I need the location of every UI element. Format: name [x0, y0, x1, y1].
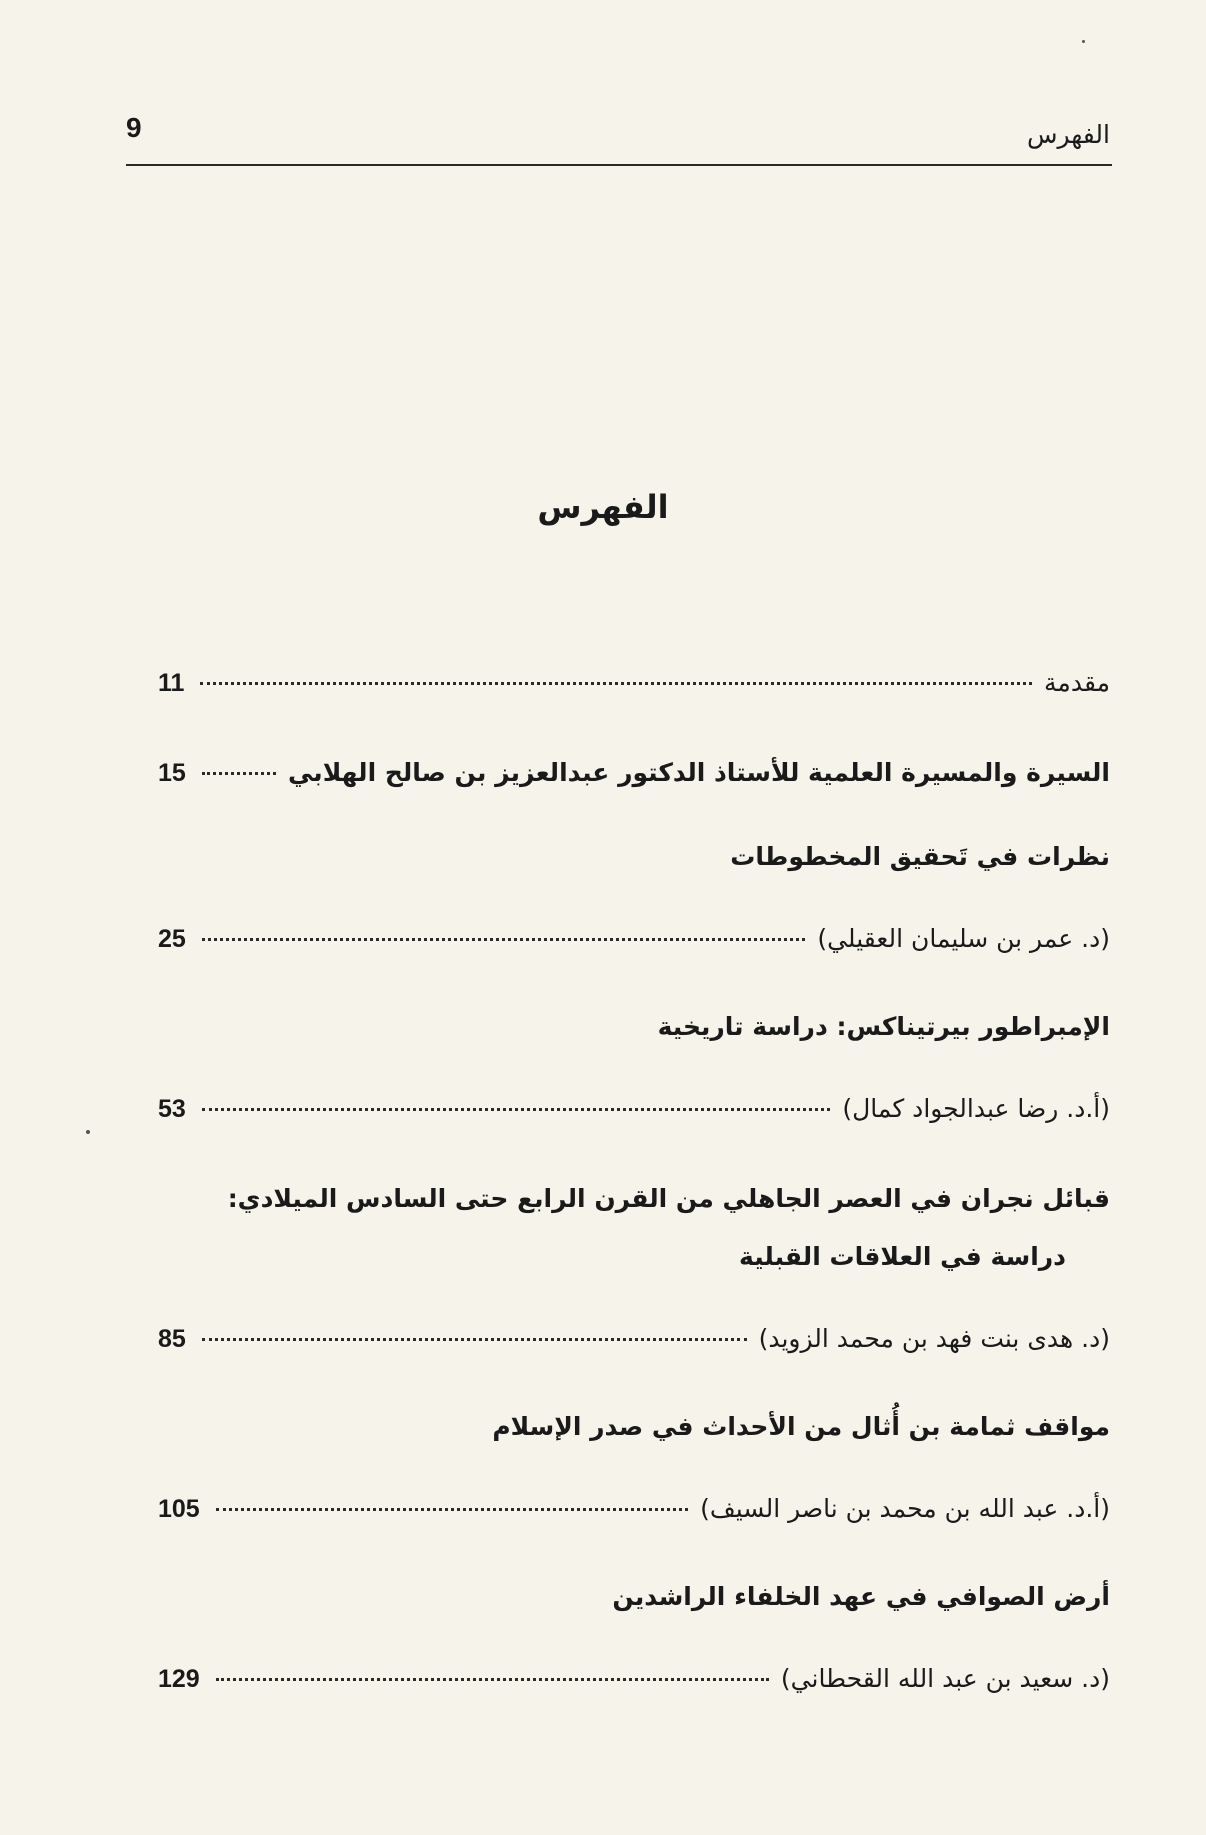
running-header-page-number: 9 [126, 112, 142, 143]
dot-leader [202, 938, 806, 941]
article-author: (د. هدى بنت فهد بن محمد الزويد) [758, 1324, 1110, 1353]
toc-entry-label: مقدمة [1044, 668, 1110, 697]
toc-entry-page: 25 [158, 925, 186, 953]
toc-entry-article-4[interactable] [158, 1494, 1110, 1524]
paper-speck [86, 1130, 90, 1134]
dot-leader [216, 1508, 688, 1511]
toc-entry-label: السيرة والمسيرة العلمية للأستاذ الدكتور عبدالعزيز بن صالح الهلابي [288, 758, 1110, 787]
dot-leader [202, 772, 276, 775]
dot-leader [202, 1108, 831, 1111]
article-title-continuation: دراسة في العلاقات القبلية [739, 1242, 1066, 1271]
article-title: مواقف ثمامة بن أُثال من الأحداث في صدر الإسلام [492, 1412, 1110, 1441]
dot-leader [202, 1338, 747, 1341]
running-header-title: الفهرس [1026, 120, 1110, 149]
article-author: (د. عمر بن سليمان العقيلي) [817, 924, 1110, 953]
toc-heading: الفهرس [537, 488, 669, 526]
article-author: (أ.د. عبد الله بن محمد بن ناصر السيف) [700, 1494, 1110, 1523]
article-author: (أ.د. رضا عبدالجواد كمال) [842, 1094, 1110, 1123]
toc-entry-page: 129 [158, 1665, 200, 1693]
toc-entry-biography[interactable] [158, 758, 1110, 788]
article-title: قبائل نجران في العصر الجاهلي من القرن الرابع حتى السادس الميلادي: [227, 1184, 1110, 1213]
toc-entry-article-1[interactable] [158, 924, 1110, 954]
toc-entry-introduction[interactable] [158, 668, 1110, 698]
article-title: الإمبراطور بيرتيناكس: دراسة تاريخية [657, 1012, 1110, 1041]
dot-leader [216, 1678, 769, 1681]
dot-leader [200, 682, 1032, 685]
toc-entry-article-5[interactable] [158, 1664, 1110, 1694]
article-author: (د. سعيد بن عبد الله القحطاني) [780, 1664, 1110, 1693]
toc-entry-page: 11 [158, 669, 185, 697]
paper-speck [1082, 40, 1085, 43]
toc-entry-page: 105 [158, 1495, 200, 1523]
article-title: أرض الصوافي في عهد الخلفاء الراشدين [612, 1582, 1110, 1611]
toc-entry-article-3[interactable] [158, 1324, 1110, 1354]
toc-entry-page: 15 [158, 759, 186, 787]
article-title: نظرات في تَحقيق المخطوطات [730, 842, 1110, 871]
toc-entry-page: 53 [158, 1095, 186, 1123]
toc-entry-article-2[interactable] [158, 1094, 1110, 1124]
toc-entry-page: 85 [158, 1325, 186, 1353]
